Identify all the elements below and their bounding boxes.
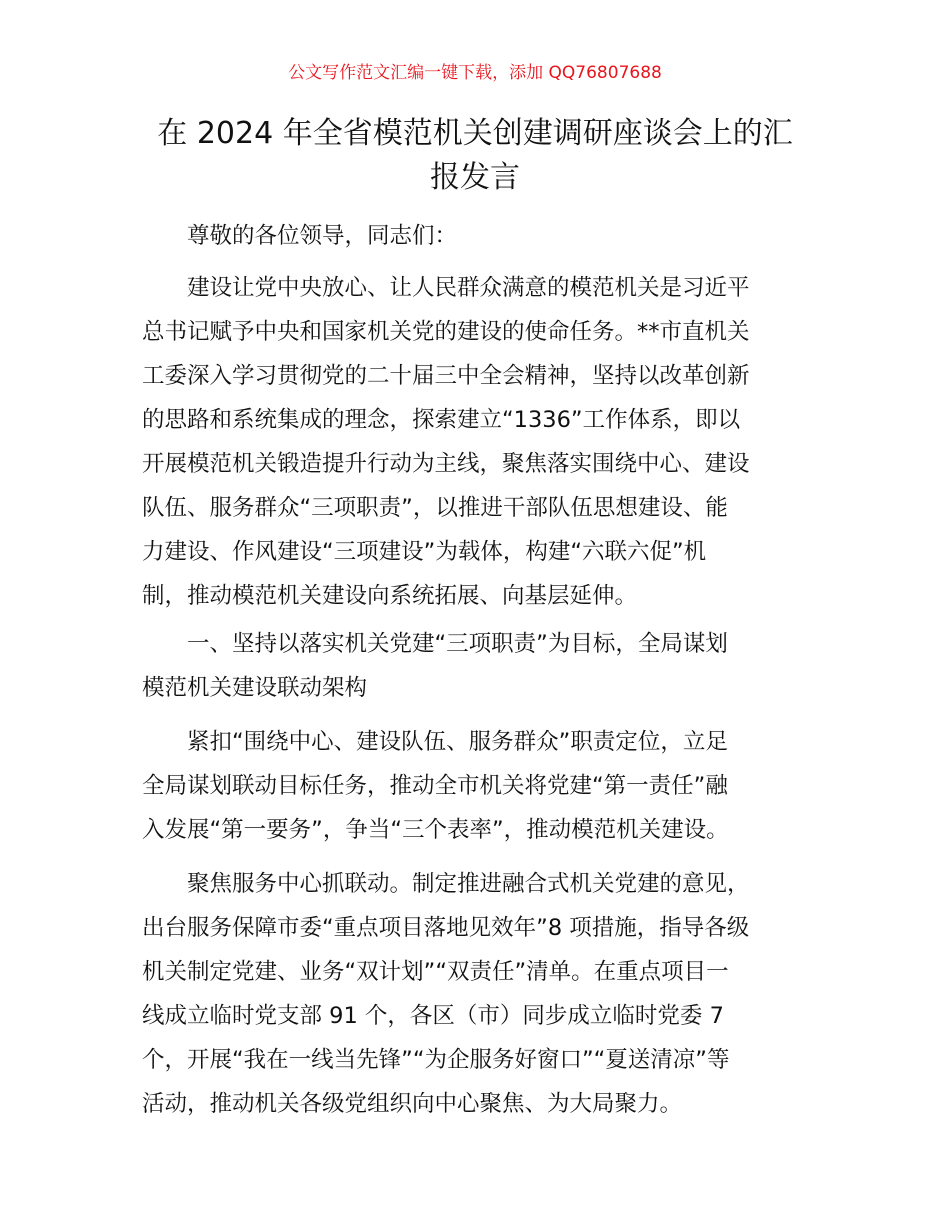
text-line: 模范机关建设联动架构 xyxy=(142,675,368,701)
text-line: 力建设、作风建设“三项建设”为载体，构建“六联六促”机 xyxy=(142,539,707,565)
download-notice: 公文写作范文汇编一键下载，添加 QQ76807688 xyxy=(288,63,662,83)
text-line: 的思路和系统集成的理念，探索建立“1336”工作体系，即以 xyxy=(142,407,741,433)
document-title xyxy=(140,112,810,200)
text-line: 机关制定党建、业务“双计划”“双责任”清单。在重点项目一 xyxy=(142,959,729,985)
text-line: 入发展“第一要务”，争当“三个表率”，推动模范机关建设。 xyxy=(142,817,729,843)
paragraph-service-center xyxy=(142,862,812,1126)
section-heading-1 xyxy=(142,622,812,710)
title-line-2: 报发言 xyxy=(430,160,520,195)
paragraph-responsibilities xyxy=(142,720,812,852)
text-line: 建设让党中央放心、让人民群众满意的模范机关是习近平 xyxy=(187,275,750,301)
text-line: 一、坚持以落实机关党建“三项职责”为目标，全局谋划 xyxy=(187,631,728,657)
text-line: 全局谋划联动目标任务，推动全市机关将党建“第一责任”融 xyxy=(142,773,728,799)
text-line: 开展模范机关锻造提升行动为主线，聚焦落实围绕中心、建设 xyxy=(142,451,750,477)
text-line: 紧扣“围绕中心、建设队伍、服务群众”职责定位，立足 xyxy=(187,729,728,755)
text-line: 活动，推动机关各级党组织向中心聚焦、为大局聚力。 xyxy=(142,1091,683,1117)
text-line: 出台服务保障市委“重点项目落地见效年”8 项措施，指导各级 xyxy=(142,915,750,941)
paragraph-intro xyxy=(142,266,812,618)
text-line: 个，开展“我在一线当先锋”“为企服务好窗口”“夏送清凉”等 xyxy=(142,1047,730,1073)
text-line: 制，推动模范机关建设向系统拓展、向基层延伸。 xyxy=(142,583,638,609)
text-line: 总书记赋予中央和国家机关党的建设的使命任务。**市直机关 xyxy=(142,319,750,345)
text-line: 工委深入学习贯彻党的二十届三中全会精神，坚持以改革创新 xyxy=(142,363,750,389)
salutation: 尊敬的各位领导，同志们： xyxy=(187,223,458,249)
text-line: 聚焦服务中心抓联动。制定推进融合式机关党建的意见， xyxy=(187,871,750,897)
text-line: 线成立临时党支部 91 个，各区（市）同步成立临时党委 7 xyxy=(142,1003,724,1029)
title-line-1: 在 2024 年全省模范机关创建调研座谈会上的汇 xyxy=(157,116,793,151)
text-line: 队伍、服务群众“三项职责”，以推进干部队伍思想建设、能 xyxy=(142,495,728,521)
